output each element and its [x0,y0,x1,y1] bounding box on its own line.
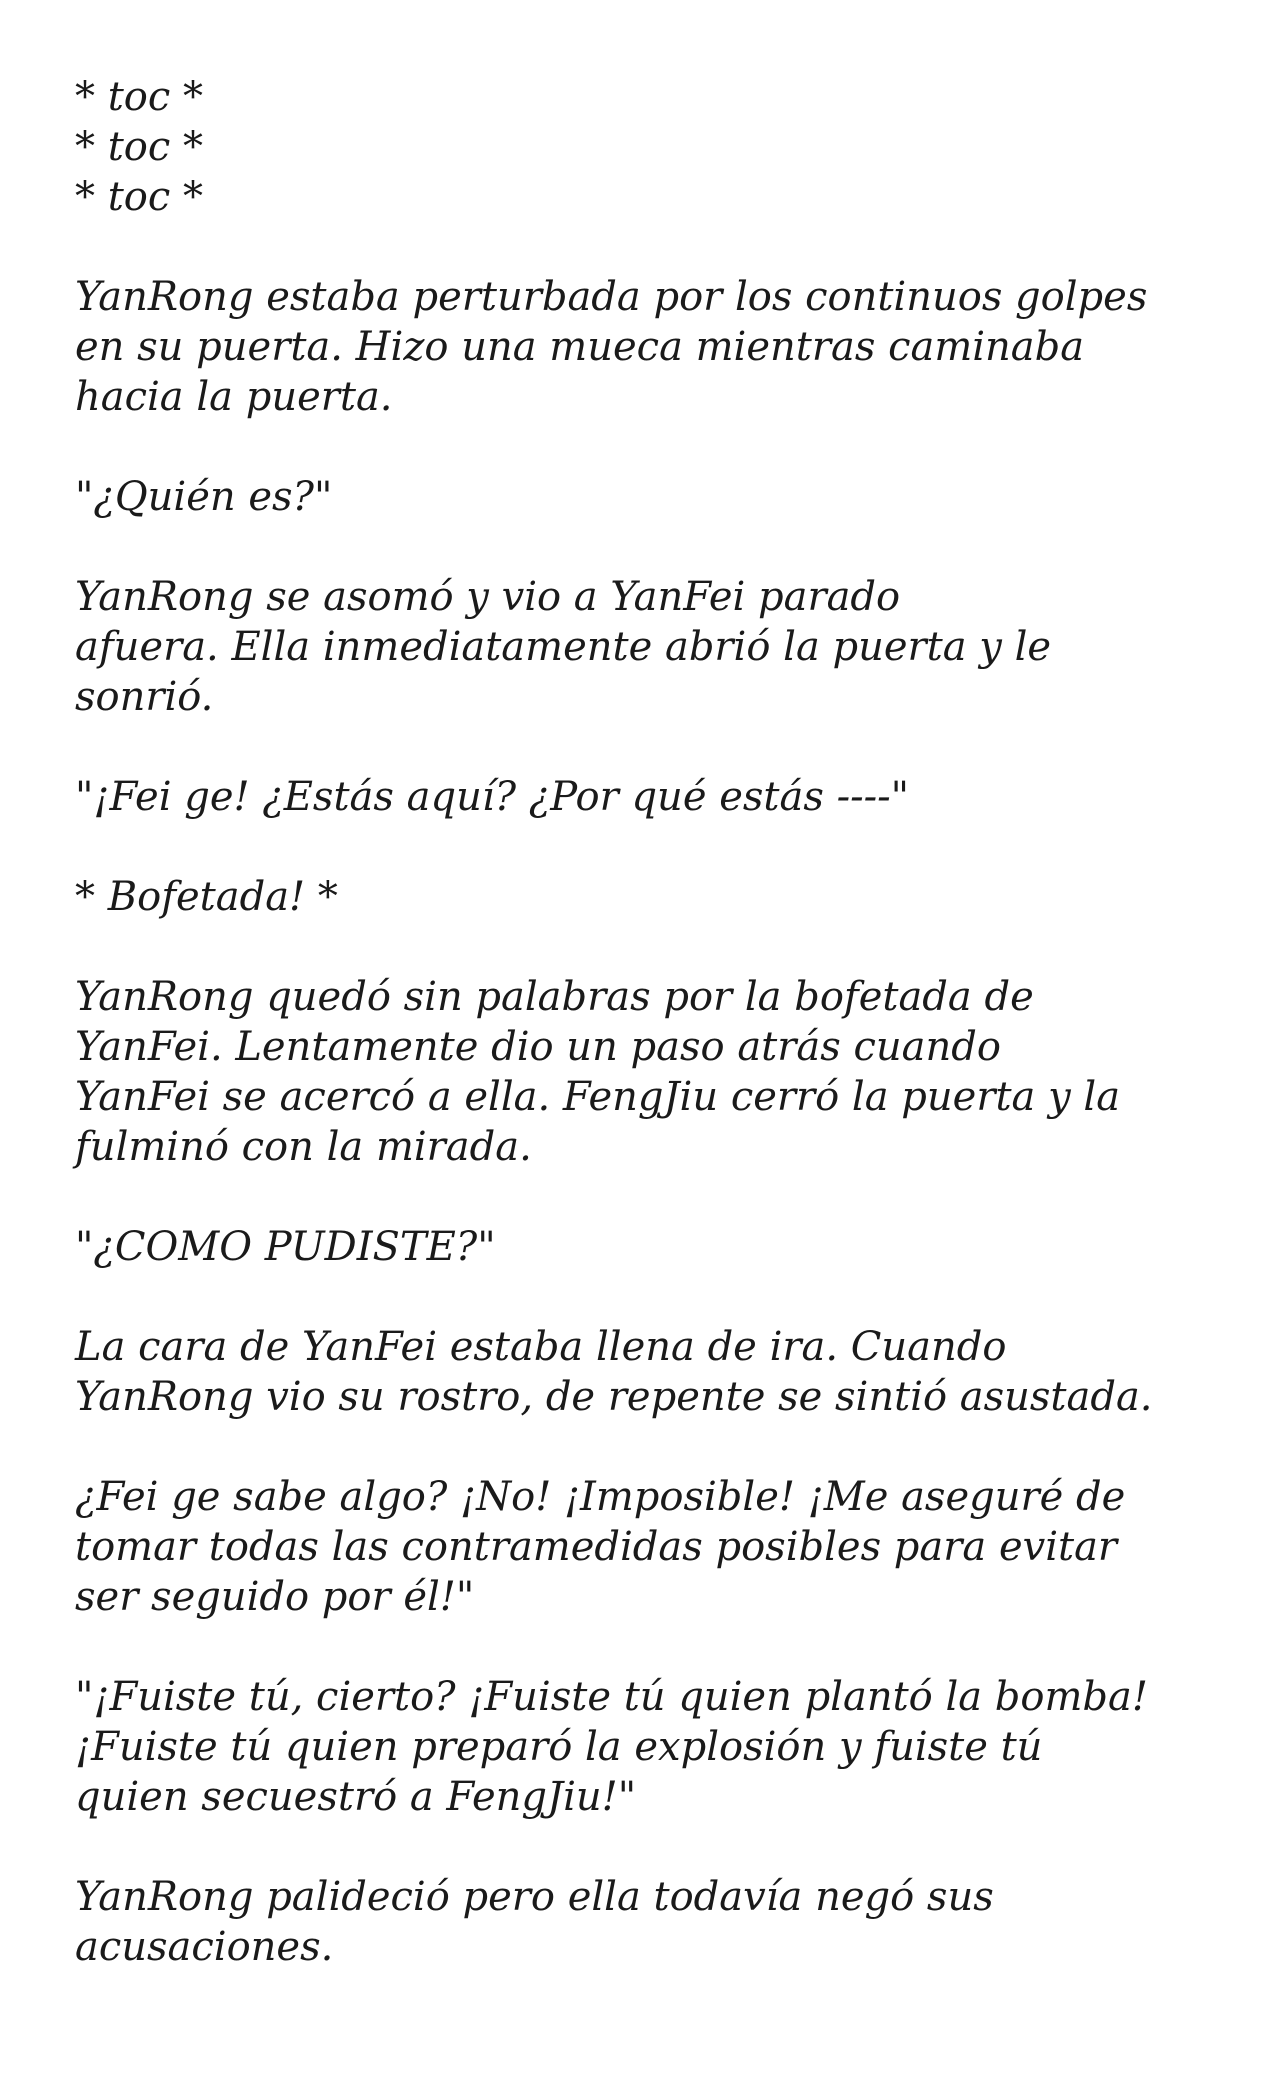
text-line: tomar todas las contramedidas posibles para evitar [75,1524,1118,1570]
text-line: * toc * [75,74,203,120]
text-line: YanFei se acercó a ella. FengJiu cerró la puerta y la [75,1074,1121,1120]
narration-paragraph [75,1322,1225,1422]
story-page [75,72,1225,2022]
text-line: "¡Fei ge! ¿Estás aquí? ¿Por qué estás ----" [75,774,910,820]
narration-paragraph [75,272,1225,422]
text-line: YanRong se asomó y vio a YanFei parado [75,574,901,620]
dialogue-paragraph [75,1672,1225,1822]
text-line: ¿Fei ge sabe algo? ¡No! ¡Imposible! ¡Me aseguré de [75,1474,1126,1520]
text-line: La cara de YanFei estaba llena de ira. Cuando [75,1324,1007,1370]
thought-paragraph [75,1472,1225,1622]
text-line: en su puerta. Hizo una mueca mientras caminaba [75,324,1085,370]
text-line: ¡Fuiste tú quien preparó la explosión y fuiste tú [75,1724,1043,1770]
text-line: YanFei. Lentamente dio un paso atrás cuando [75,1024,1001,1070]
text-line: * Bofetada! * [75,874,338,920]
text-line: "¡Fuiste tú, cierto? ¡Fuiste tú quien plantó la bomba! [75,1674,1148,1720]
text-line: fulminó con la mirada. [75,1124,532,1170]
narration-paragraph [75,572,1225,722]
dialogue-paragraph [75,472,1225,522]
narration-paragraph [75,972,1225,1172]
text-line: afuera. Ella inmediatamente abrió la puerta y le [75,624,1052,670]
text-line: YanRong estaba perturbada por los continuos golpes [75,274,1148,320]
narration-paragraph [75,1872,1225,1972]
sound-effect-paragraph [75,872,1225,922]
text-line: hacia la puerta. [75,374,393,420]
text-line: quien secuestró a FengJiu!" [75,1774,637,1820]
text-line: * toc * [75,124,203,170]
text-line: YanRong quedó sin palabras por la bofetada de [75,974,1034,1020]
text-line: * toc * [75,174,203,220]
text-line: sonrió. [75,674,214,720]
text-line: YanRong vio su rostro, de repente se sintió asustada. [75,1374,1153,1420]
text-line: "¿COMO PUDISTE?" [75,1224,496,1270]
dialogue-paragraph [75,772,1225,822]
dialogue-paragraph [75,1222,1225,1272]
text-line: YanRong palideció pero ella todavía negó sus [75,1874,994,1920]
text-line: "¿Quién es?" [75,474,333,520]
knock-paragraph [75,72,1225,222]
text-line: ser seguido por él!" [75,1574,475,1620]
text-line: acusaciones. [75,1924,334,1970]
